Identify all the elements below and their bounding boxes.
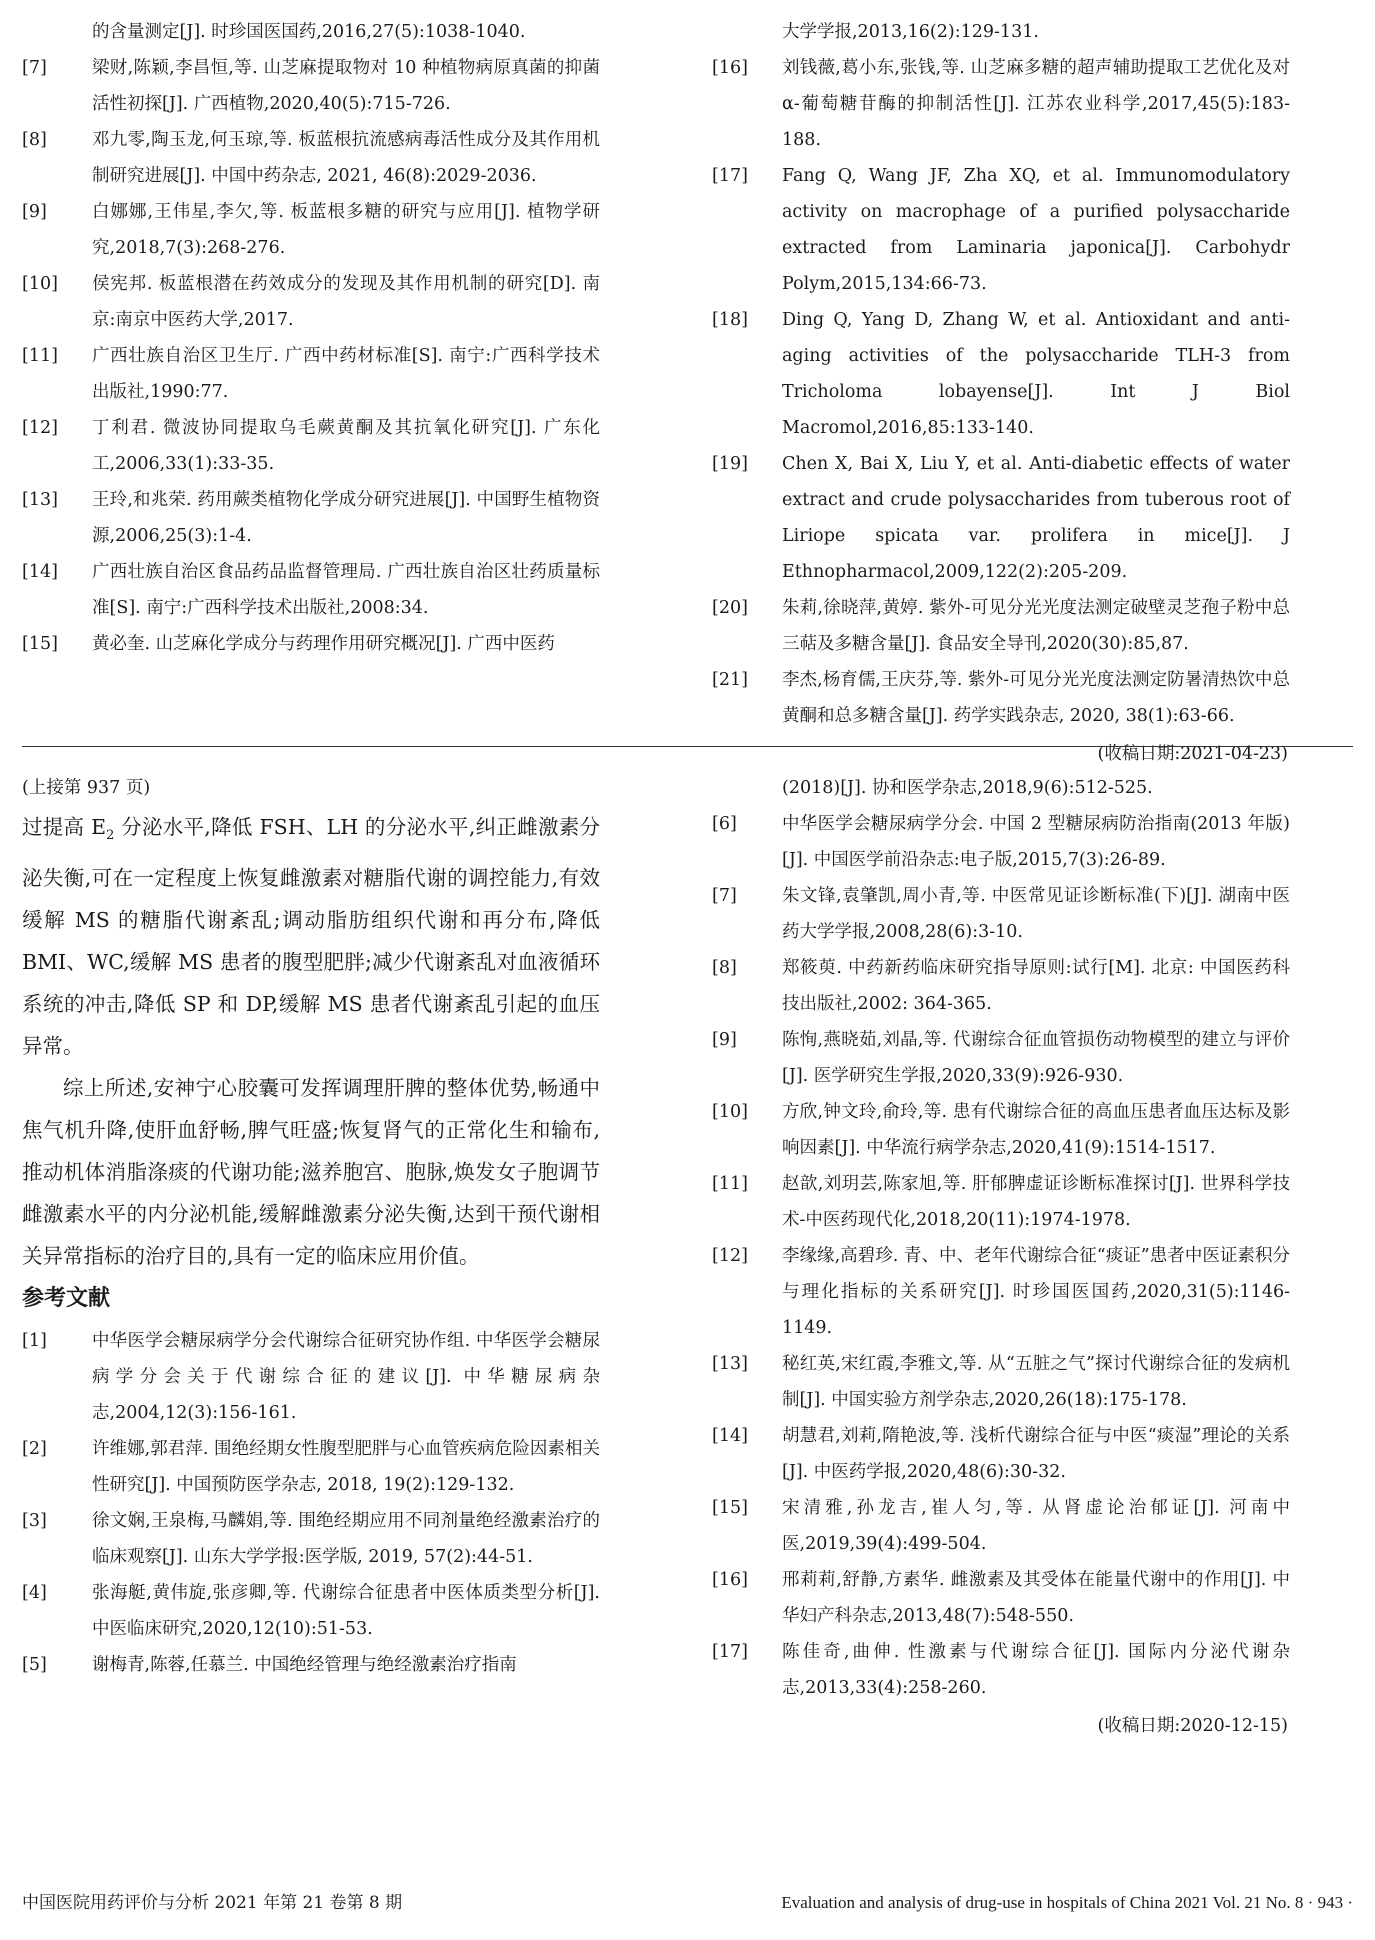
reference-item: [10] 方欣,钟文玲,俞玲,等. 患有代谢综合征的高血压患者血压达标及影响因素[J]. 中华流行病学杂志,2020,41(9):1514-1517. <box>712 1102 1290 1158</box>
reference-item: [17] Fang Q, Wang JF, Zha XQ, et al. Immunomodulatory activity on macrophage of a purified polysaccharide extracted from Laminaria japonica[J]. Carbohydr Polym,2015,134:66-73. <box>712 166 1290 294</box>
reference-item: [14] 胡慧君,刘莉,隋艳波,等. 浅析代谢综合征与中医“痰湿”理论的关系[J]. 中医药学报,2020,48(6):30-32. <box>712 1426 1290 1482</box>
reference-item: [2] 许维娜,郭君萍. 围绝经期女性腹型肥胖与心血管疾病危险因素相关性研究[J]. 中国预防医学杂志, 2018, 19(2):129-132. <box>22 1439 600 1496</box>
reference-item: [21] 李杰,杨育儒,王庆芬,等. 紫外-可见分光光度法测定防暑清热饮中总黄酮和总多糖含量[J]. 药学实践杂志, 2020, 38(1):63-66. <box>712 670 1290 726</box>
reference-item: [15] 黄必奎. 山芝麻化学成分与药理作用研究概况[J]. 广西中医药 <box>22 634 555 654</box>
reference-item: [12] 李缘缘,高碧珍. 青、中、老年代谢综合征“痰证”患者中医证素积分与理化指标的关系研究[J]. 时珍国医国药,2020,31(5):1146-1149. <box>712 1246 1290 1338</box>
reference-item: [11] 赵歆,刘玥芸,陈家旭,等. 肝郁脾虚证诊断标准探讨[J]. 世界科学技术-中医药现代化,2018,20(11):1974-1978. <box>712 1174 1290 1230</box>
reference-item: [14] 广西壮族自治区食品药品监督管理局. 广西壮族自治区壮药质量标准[S]. 南宁:广西科学技术出版社,2008:34. <box>22 562 600 618</box>
reference-item: [20] 朱莉,徐晓萍,黄婷. 紫外-可见分光光度法测定破壁灵芝孢子粉中总三萜及多糖含量[J]. 食品安全导刊,2020(30):85,87. <box>712 598 1290 654</box>
reference-item: [10] 侯宪邦. 板蓝根潜在药效成分的发现及其作用机制的研究[D]. 南京:南京中医药大学,2017. <box>22 274 600 330</box>
body-paragraph: 过提高 $E_2$ 分泌水平,降低 FSH、LH 的分泌水平,纠正雌激素分泌失衡,可在一定程度上恢复雌激素对糖脂代谢的调控能力,有效缓解 MS 的糖脂代谢紊乱;调动脂肪组织代谢和再分布,降低 BMI、WC,缓解 MS 患者的腹型肥胖;减少代谢紊乱对血液循环系统的冲击,降低 SP 和 DP,缓解 MS 患者代谢紊乱引起的血压异常。 <box>22 815 601 1059</box>
reference-item: [5] 谢梅青,陈蓉,任慕兰. 中国绝经管理与绝经激素治疗指南 <box>22 1655 517 1676</box>
reference-item: [12] 丁利君. 微波协同提取乌毛蕨黄酮及其抗氧化研究[J]. 广东化工,2006,33(1):33-35. <box>22 418 600 474</box>
page-footer <box>22 1890 1353 1916</box>
reference-item: [6] 中华医学会糖尿病学分会. 中国 2 型糖尿病防治指南(2013 年版)[J]. 中国医学前沿杂志:电子版,2015,7(3):26-89. <box>712 814 1290 870</box>
footer-journal-en: Evaluation and analysis of drug-use in hospitals of China 2021 Vol. 21 No. 8 · 943 · <box>781 1893 1353 1912</box>
top-left-column <box>22 14 600 662</box>
body-paragraph: 综上所述,安神宁心胶囊可发挥调理肝脾的整体优势,畅通中焦气机升降,使肝血舒畅,脾气旺盛;恢复肾气的正常化生和输布,推动机体消脂涤痰的代谢功能;滋养胞宫、胞脉,焕发女子胞调节雌激素水平的内分泌机能,缓解雌激素分泌失衡,达到干预代谢相关异常指标的治疗目的,具有一定的临床应用价值。 <box>22 1076 600 1269</box>
reference-item: [13] 王玲,和兆荣. 药用蕨类植物化学成分研究进展[J]. 中国野生植物资源,2006,25(3):1-4. <box>22 490 600 546</box>
bottom-left-column <box>22 770 600 1683</box>
reference-continuation: 的含量测定[J]. 时珍国医国药,2016,27(5):1038-1040. <box>92 22 526 42</box>
reference-item: [7] 朱文锋,袁肇凯,周小青,等. 中医常见证诊断标准(下)[J]. 湖南中医药大学学报,2008,28(6):3-10. <box>712 886 1290 942</box>
reference-item: [16] 邢莉莉,舒静,方素华. 雌激素及其受体在能量代谢中的作用[J]. 中华妇产科杂志,2013,48(7):548-550. <box>712 1570 1290 1626</box>
reference-item: [9] 白娜娜,王伟星,李欠,等. 板蓝根多糖的研究与应用[J]. 植物学研究,2018,7(3):268-276. <box>22 202 600 258</box>
bottom-right-column <box>712 770 1290 1744</box>
footer-journal-cn: 中国医院用药评价与分析 2021 年第 21 卷第 8 期 <box>22 1893 403 1913</box>
reference-item: [1] 中华医学会糖尿病学分会代谢综合征研究协作组. 中华医学会糖尿病学分会关于代谢综合征的建议[J]. 中华糖尿病杂志,2004,12(3):156-161. <box>22 1331 600 1424</box>
received-date: (收稿日期:2020-12-15) <box>1097 1716 1288 1736</box>
reference-item: [16] 刘钱薇,葛小东,张钱,等. 山芝麻多糖的超声辅助提取工艺优化及对 α-葡萄糖苷酶的抑制活性[J]. 江苏农业科学,2017,45(5):183-188. <box>712 58 1290 150</box>
reference-item: [11] 广西壮族自治区卫生厅. 广西中药材标准[S]. 南宁:广西科学技术出版社,1990:77. <box>22 346 600 402</box>
reference-item: [3] 徐文娴,王泉梅,马麟娟,等. 围绝经期应用不同剂量绝经激素治疗的临床观察[J]. 山东大学学报:医学版, 2019, 57(2):44-51. <box>22 1511 600 1568</box>
reference-continuation: 大学学报,2013,16(2):129-131. <box>782 22 1039 42</box>
received-date: (收稿日期:2021-04-23) <box>1097 744 1288 764</box>
reference-item: [8] 邓九零,陶玉龙,何玉琼,等. 板蓝根抗流感病毒活性成分及其作用机制研究进展[J]. 中国中药杂志, 2021, 46(8):2029-2036. <box>22 130 600 186</box>
reference-continuation: (2018)[J]. 协和医学杂志,2018,9(6):512-525. <box>782 778 1153 798</box>
section-title: 参考文献 <box>22 1286 111 1312</box>
reference-item: [15] 宋清雅,孙龙吉,崔人匀,等. 从肾虚论治郁证[J]. 河南中医,2019,39(4):499-504. <box>712 1498 1290 1554</box>
reference-item: [18] Ding Q, Yang D, Zhang W, et al. Antioxidant and anti-aging activities of the polysaccharide TLH-3 from Tricholoma lobayense[J]. Int J Biol Macromol,2016,85:133-140. <box>712 310 1290 438</box>
reference-item: [13] 秘红英,宋红霞,李雅文,等. 从“五脏之气”探讨代谢综合征的发病机制[J]. 中国实验方剂学杂志,2020,26(18):175-178. <box>712 1354 1290 1410</box>
reference-item: [4] 张海艇,黄伟旋,张彦卿,等. 代谢综合征患者中医体质类型分析[J]. 中医临床研究,2020,12(10):51-53. <box>22 1583 600 1640</box>
continued-from-note: (上接第 937 页) <box>22 778 151 798</box>
reference-item: [17] 陈佳奇,曲伸. 性激素与代谢综合征[J]. 国际内分泌代谢杂志,2013,33(4):258-260. <box>712 1642 1290 1698</box>
top-right-column <box>712 14 1290 772</box>
reference-item: [8] 郑筱萸. 中药新药临床研究指导原则:试行[M]. 北京: 中国医药科技出版社,2002: 364-365. <box>712 958 1290 1014</box>
reference-item: [19] Chen X, Bai X, Liu Y, et al. Anti-diabetic effects of water extract and crude polysaccharides from tuberous root of Liriope spicata var. prolifera in mice[J]. J Ethnopharmacol,2009,122(2):205-209. <box>712 454 1290 582</box>
section-divider <box>22 746 1353 747</box>
reference-item: [9] 陈恂,燕晓茹,刘晶,等. 代谢综合征血管损伤动物模型的建立与评价[J]. 医学研究生学报,2020,33(9):926-930. <box>712 1030 1290 1086</box>
reference-item: [7] 梁财,陈颖,李昌恒,等. 山芝麻提取物对 10 种植物病原真菌的抑菌活性初探[J]. 广西植物,2020,40(5):715-726. <box>22 58 600 114</box>
